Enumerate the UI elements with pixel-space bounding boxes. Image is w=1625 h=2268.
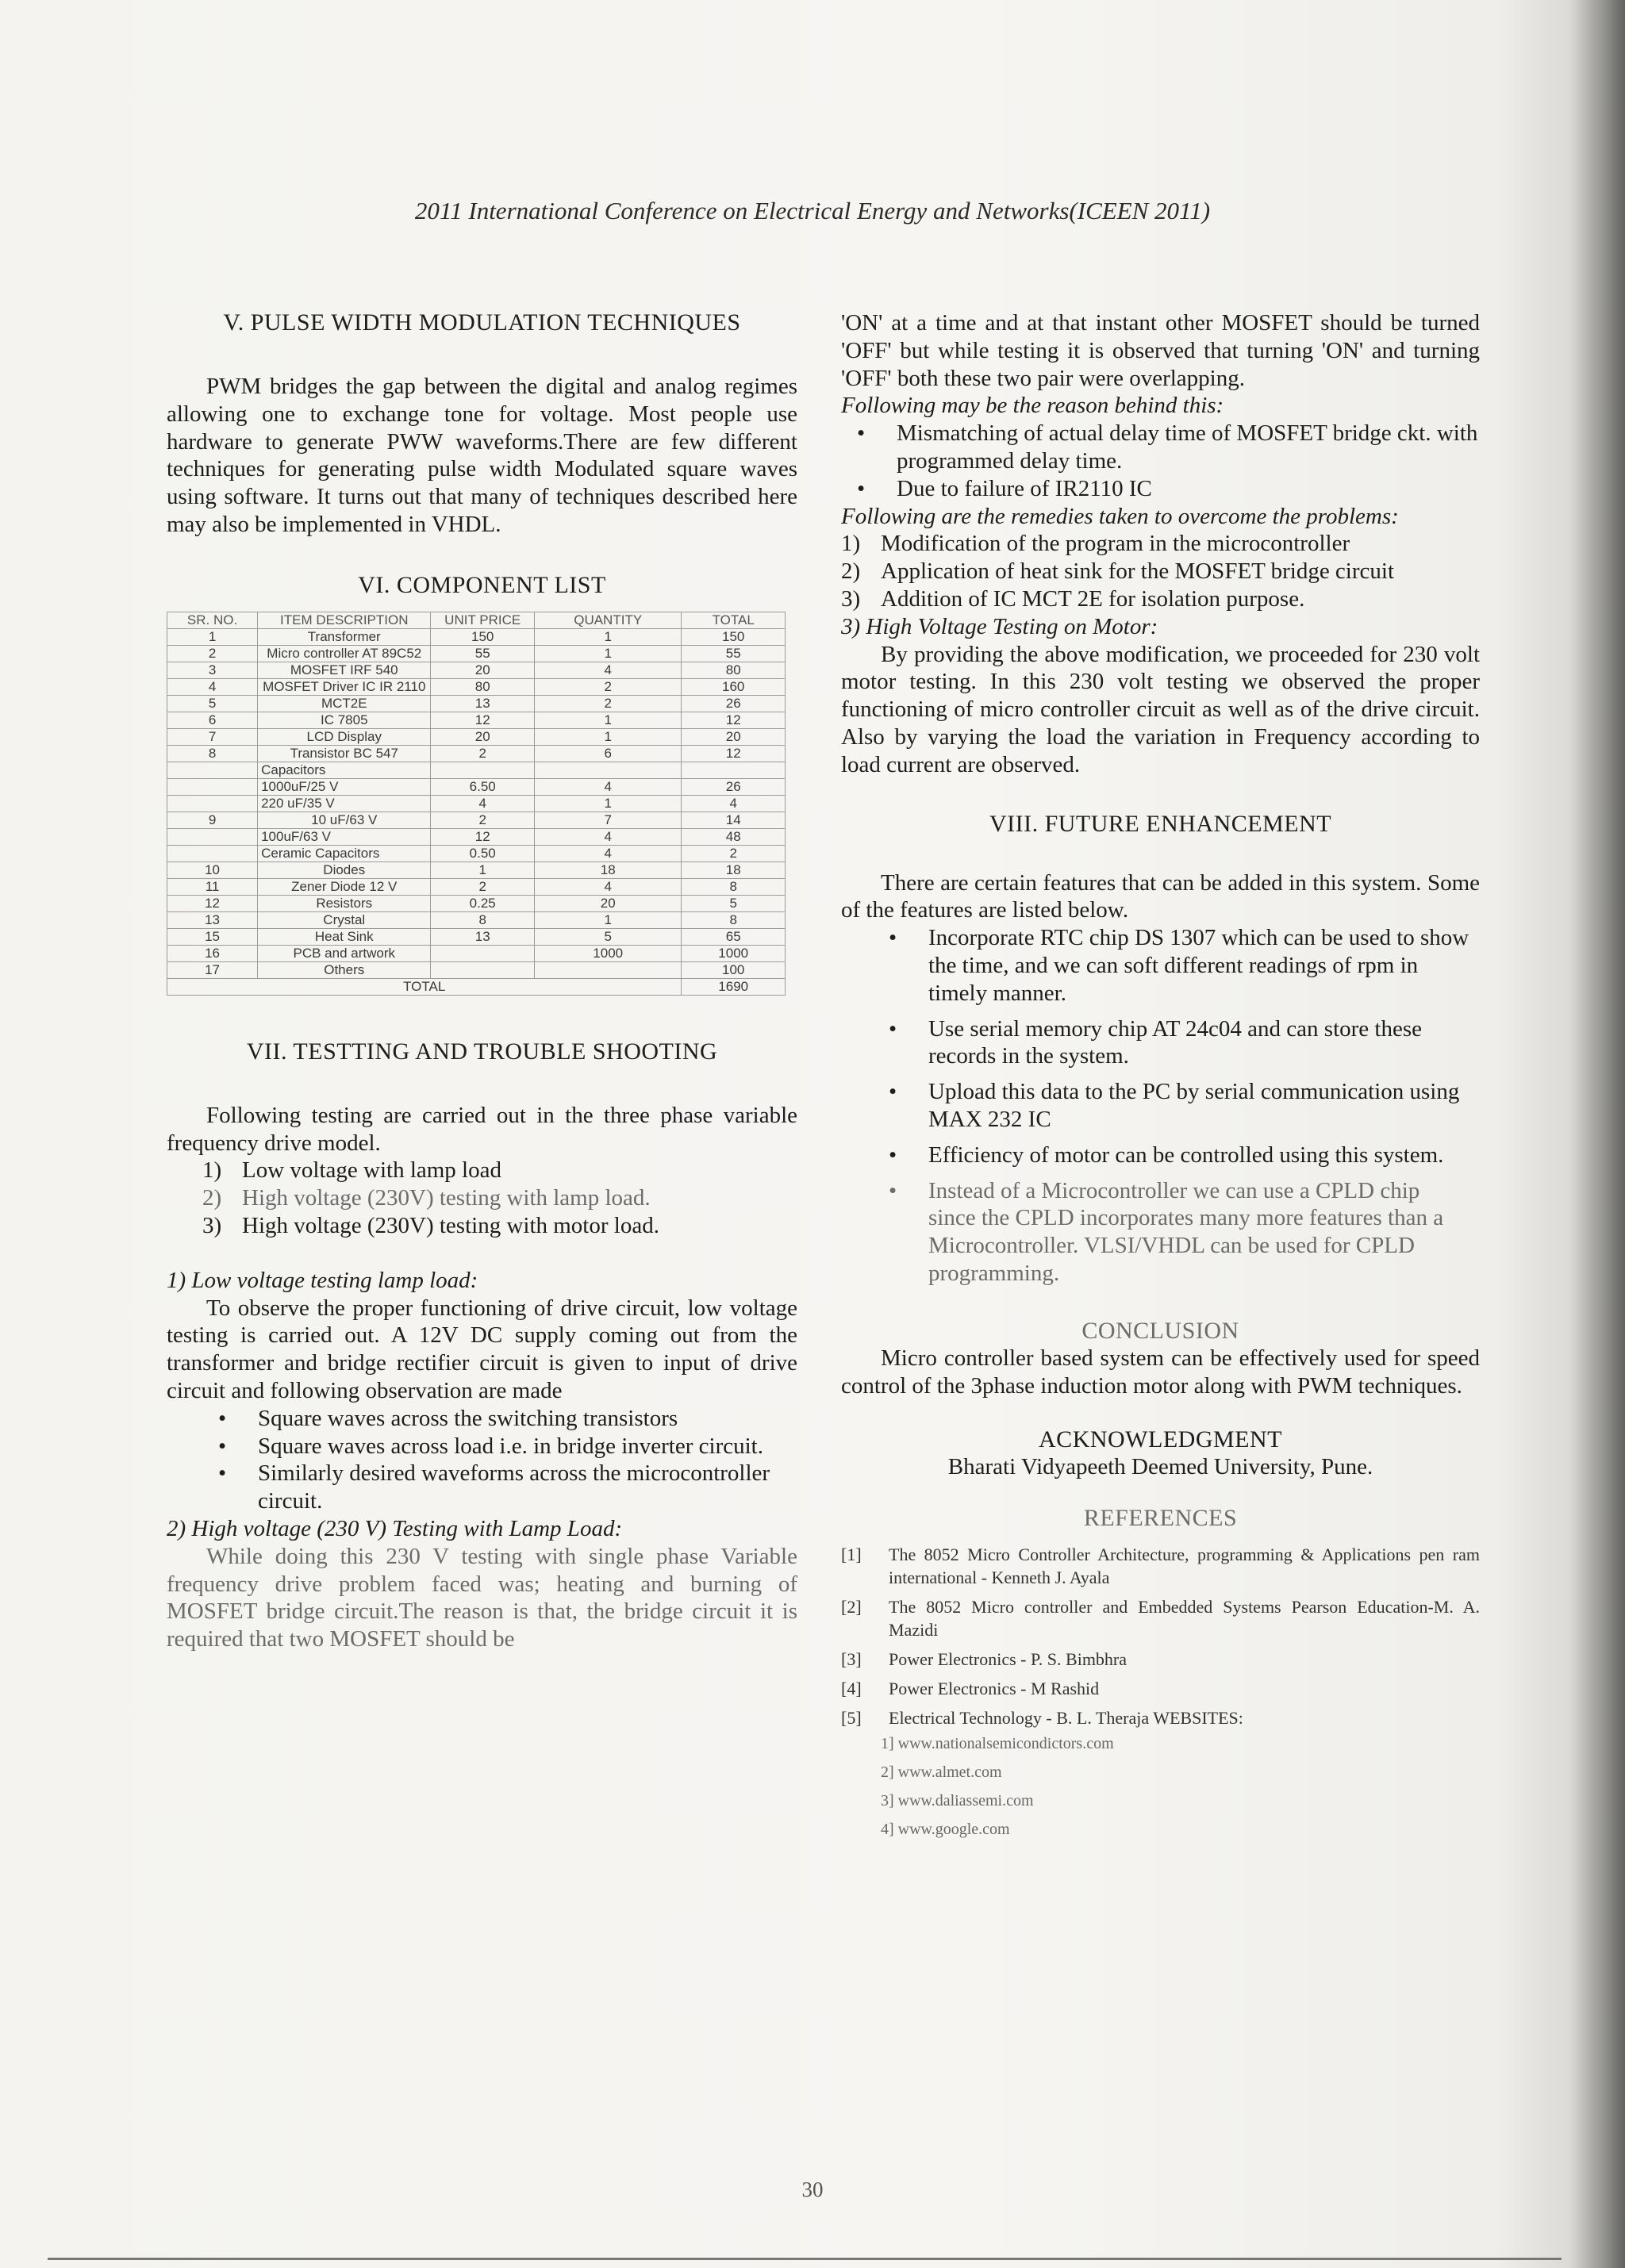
- table-cell: 8: [167, 745, 258, 762]
- table-cell: 1: [534, 628, 681, 645]
- list-text: Efficiency of motor can be controlled using this system.: [928, 1142, 1444, 1168]
- table-cell: 2: [167, 645, 258, 662]
- table-cell: Transistor BC 547: [258, 745, 431, 762]
- table-cell: 4: [431, 795, 535, 812]
- list-text: Upload this data to the PC by serial communication using MAX 232 IC: [928, 1079, 1460, 1132]
- table-row: [167, 745, 786, 762]
- left-column: [167, 309, 797, 1653]
- table-cell: 16: [167, 945, 258, 961]
- continued-paragraph: 'ON' at a time and at that instant other MOSFET should be turned 'OFF' but while testing it is observed that turning 'ON' and turning 'OFF' both these two pair were overlapping.: [841, 310, 1480, 391]
- table-cell: [534, 762, 681, 778]
- table-cell: 3: [167, 662, 258, 678]
- website-list: [841, 1729, 1480, 1844]
- table-cell: 18: [534, 862, 681, 878]
- reference-item: [841, 1595, 1480, 1641]
- table-cell: 2: [534, 678, 681, 695]
- list-text: High voltage (230V) testing with motor load.: [242, 1212, 659, 1238]
- table-cell: 26: [682, 695, 786, 712]
- table-cell: 0.50: [431, 845, 535, 862]
- table-cell: 4: [534, 778, 681, 795]
- reference-text: Power Electronics - P. S. Bimbhra: [889, 1649, 1128, 1670]
- table-cell: 13: [431, 695, 535, 712]
- table-cell: 1: [534, 795, 681, 812]
- table-cell: 20: [431, 662, 535, 678]
- col-header: TOTAL: [682, 612, 786, 628]
- table-cell: Transformer: [258, 628, 431, 645]
- table-cell: 7: [167, 728, 258, 745]
- table-row: [167, 961, 786, 978]
- section-6-title: VI. COMPONENT LIST: [358, 571, 606, 598]
- reference-item: [841, 1648, 1480, 1671]
- table-cell: LCD Display: [258, 728, 431, 745]
- reason-title: Following may be the reason behind this:: [841, 393, 1224, 419]
- reference-list: [841, 1543, 1480, 1729]
- table-cell: [167, 828, 258, 845]
- list-item: [841, 530, 1480, 558]
- acknowledgment-paragraph: Bharati Vidyapeeth Deemed University, Pune.: [947, 1454, 1373, 1480]
- table-cell: 12: [682, 745, 786, 762]
- table-cell: 7: [534, 812, 681, 828]
- table-row: [167, 928, 786, 945]
- list-item: [202, 1184, 797, 1212]
- table-row: [167, 762, 786, 778]
- table-row: [167, 812, 786, 828]
- bullet-icon: •: [857, 475, 866, 501]
- table-cell: IC 7805: [258, 712, 431, 728]
- list-number: 3): [202, 1212, 222, 1238]
- table-cell: 4: [682, 795, 786, 812]
- list-text: Modification of the program in the microcontroller: [881, 531, 1350, 557]
- section-8-paragraph: There are certain features that can be added in this system. Some of the features are listed below.: [841, 869, 1480, 923]
- table-cell: 1: [534, 645, 681, 662]
- reference-number: [2]: [841, 1597, 862, 1618]
- list-item: [841, 475, 1480, 503]
- table-cell: 1: [534, 712, 681, 728]
- table-row: [167, 828, 786, 845]
- table-row: [167, 911, 786, 928]
- list-number: 1): [841, 531, 861, 557]
- table-cell: 150: [682, 628, 786, 645]
- table-cell: 20: [431, 728, 535, 745]
- table-cell: 80: [431, 678, 535, 695]
- table-cell: [167, 778, 258, 795]
- table-row: [167, 862, 786, 878]
- table-row: [167, 778, 786, 795]
- list-text: Due to failure of IR2110 IC: [897, 475, 1152, 501]
- table-cell: 1: [534, 911, 681, 928]
- website-item: 4] www.google.com: [881, 1821, 1010, 1839]
- table-cell: 17: [167, 961, 258, 978]
- table-cell: 1000: [534, 945, 681, 961]
- bullet-icon: •: [218, 1433, 227, 1459]
- table-cell: 4: [534, 878, 681, 895]
- section-5-title: V. PULSE WIDTH MODULATION TECHNIQUES: [223, 309, 741, 336]
- table-cell: 14: [682, 812, 786, 828]
- section-8-title: VIII. FUTURE ENHANCEMENT: [989, 810, 1332, 837]
- table-cell: MCT2E: [258, 695, 431, 712]
- col-header: UNIT PRICE: [431, 612, 535, 628]
- testing-list: [202, 1157, 797, 1239]
- scan-edge-shadow: [1569, 0, 1625, 2268]
- observation-bullets: [202, 1405, 797, 1515]
- table-row: [167, 662, 786, 678]
- list-number: 2): [841, 558, 861, 585]
- table-row: [167, 628, 786, 645]
- table-cell: 1000uF/25 V: [258, 778, 431, 795]
- conclusion-title: CONCLUSION: [1081, 1317, 1239, 1344]
- remedy-list: [841, 530, 1480, 612]
- table-cell: [682, 762, 786, 778]
- conclusion-paragraph: Micro controller based system can be effectively used for speed control of the 3phase induction motor along with PWM techniques.: [841, 1345, 1480, 1399]
- section-7-title: VII. TESTTING AND TROUBLE SHOOTING: [246, 1038, 718, 1065]
- table-cell: 48: [682, 828, 786, 845]
- acknowledgment-title: ACKNOWLEDGMENT: [1039, 1426, 1282, 1453]
- table-cell: 65: [682, 928, 786, 945]
- list-text: Addition of IC MCT 2E for isolation purpose.: [881, 585, 1305, 612]
- table-cell: [167, 762, 258, 778]
- bullet-icon: •: [218, 1460, 227, 1487]
- table-cell: [431, 945, 535, 961]
- list-item: [873, 1015, 1472, 1071]
- list-text: Square waves across the switching transistors: [258, 1405, 678, 1431]
- table-cell: [534, 961, 681, 978]
- table-cell: 0.25: [431, 895, 535, 911]
- table-cell: 55: [682, 645, 786, 662]
- subsection-1-paragraph: To observe the proper functioning of drive circuit, low voltage testing is carried out. A 12V DC supply coming out from the transformer and bridge rectifier circuit is given to input of drive circuit and following observation are made: [167, 1295, 797, 1403]
- table-cell: Diodes: [258, 862, 431, 878]
- table-cell: 1: [167, 628, 258, 645]
- total-value: 1690: [682, 978, 786, 995]
- table-cell: 6: [534, 745, 681, 762]
- table-cell: 55: [431, 645, 535, 662]
- scan-bottom-line: [48, 2258, 1562, 2260]
- reference-number: [1]: [841, 1545, 862, 1565]
- table-row: [167, 678, 786, 695]
- bullet-icon: •: [889, 1079, 897, 1105]
- table-cell: Ceramic Capacitors: [258, 845, 431, 862]
- remedy-title: Following are the remedies taken to overcome the problems:: [841, 503, 1399, 529]
- table-cell: 10 uF/63 V: [258, 812, 431, 828]
- list-item: [841, 558, 1480, 585]
- table-cell: [431, 762, 535, 778]
- table-row: [167, 795, 786, 812]
- table-cell: 13: [431, 928, 535, 945]
- reference-text: Electrical Technology - B. L. Theraja WEBSITES:: [889, 1708, 1243, 1729]
- bullet-icon: •: [889, 1015, 897, 1042]
- table-cell: [167, 845, 258, 862]
- list-text: Incorporate RTC chip DS 1307 which can be used to show the time, and we can soft different readings of rpm in timely manner.: [928, 925, 1469, 1006]
- list-item: [202, 1460, 797, 1515]
- table-cell: 1000: [682, 945, 786, 961]
- list-item: [202, 1405, 797, 1433]
- table-row: [167, 712, 786, 728]
- table-cell: 8: [431, 911, 535, 928]
- table-cell: MOSFET Driver IC IR 2110: [258, 678, 431, 695]
- table-cell: 26: [682, 778, 786, 795]
- list-item: [841, 420, 1480, 475]
- list-text: Instead of a Microcontroller we can use a CPLD chip since the CPLD incorporates many more features than a Microcontroller. VLSI/VHDL can be used for CPLD programming.: [928, 1177, 1444, 1286]
- bullet-icon: •: [857, 420, 866, 447]
- list-item: [202, 1212, 797, 1240]
- table-cell: 8: [682, 878, 786, 895]
- table-cell: MOSFET IRF 540: [258, 662, 431, 678]
- list-item: [873, 1142, 1472, 1169]
- component-table: [167, 612, 786, 996]
- table-cell: 12: [167, 895, 258, 911]
- table-row: [167, 895, 786, 911]
- list-number: 1): [202, 1157, 222, 1184]
- table-cell: 20: [534, 895, 681, 911]
- col-header: QUANTITY: [534, 612, 681, 628]
- table-cell: 9: [167, 812, 258, 828]
- reference-item: [841, 1677, 1480, 1700]
- table-row: [167, 945, 786, 961]
- reference-item: [841, 1543, 1480, 1589]
- table-cell: 10: [167, 862, 258, 878]
- list-text: Similarly desired waveforms across the microcontroller circuit.: [258, 1460, 770, 1514]
- table-header-row: [167, 612, 786, 628]
- list-item: [841, 585, 1480, 613]
- section-5-paragraph: PWM bridges the gap between the digital and analog regimes allowing one to exchange tone for voltage. Most people use hardware to generate PWW waveforms.There are few different techniques for generating pulse width Modulated square waves using software. It turns out that many of techniques described here may also be implemented in VHDL.: [167, 374, 797, 537]
- website-item: 2] www.almet.com: [881, 1763, 1002, 1782]
- table-cell: Crystal: [258, 911, 431, 928]
- table-row: [167, 695, 786, 712]
- website-item: 1] www.nationalsemicondictors.com: [881, 1735, 1114, 1753]
- table-cell: 6.50: [431, 778, 535, 795]
- col-header: ITEM DESCRIPTION: [258, 612, 431, 628]
- table-cell: [167, 795, 258, 812]
- table-cell: 4: [534, 828, 681, 845]
- list-text: Application of heat sink for the MOSFET bridge circuit: [881, 558, 1395, 585]
- table-cell: 100: [682, 961, 786, 978]
- enhancement-bullets: [873, 924, 1472, 1288]
- table-row: [167, 845, 786, 862]
- table-cell: PCB and artwork: [258, 945, 431, 961]
- list-text: High voltage (230V) testing with lamp load.: [242, 1185, 651, 1211]
- table-cell: 15: [167, 928, 258, 945]
- table-cell: Capacitors: [258, 762, 431, 778]
- subsection-3-paragraph: By providing the above modification, we proceeded for 230 volt motor testing. In this 230 volt testing we observed the proper functioning of micro controller circuit as well as of the drive circuit. Also by varying the load the variation in Frequency according to load current are observed.: [841, 641, 1480, 777]
- list-text: Mismatching of actual delay time of MOSFET bridge ckt. with programmed delay time.: [897, 420, 1478, 474]
- list-item: [873, 924, 1472, 1007]
- bullet-icon: •: [889, 925, 897, 951]
- page-number: 30: [801, 2178, 824, 2201]
- website-item: 3] www.daliassemi.com: [881, 1792, 1034, 1810]
- table-cell: 1: [534, 728, 681, 745]
- table-cell: 6: [167, 712, 258, 728]
- table-row: [167, 878, 786, 895]
- table-cell: 5: [167, 695, 258, 712]
- table-cell: 4: [534, 845, 681, 862]
- list-item: [873, 1177, 1472, 1288]
- list-text: Square waves across load i.e. in bridge inverter circuit.: [258, 1433, 763, 1459]
- table-cell: 18: [682, 862, 786, 878]
- total-label: TOTAL: [167, 978, 682, 995]
- reference-number: [3]: [841, 1649, 862, 1670]
- table-row: [167, 728, 786, 745]
- right-column: [841, 309, 1480, 1844]
- section-7-intro: Following testing are carried out in the three phase variable frequency drive model.: [167, 1102, 797, 1156]
- bullet-icon: •: [218, 1405, 227, 1431]
- table-cell: 1: [431, 862, 535, 878]
- table-cell: 8: [682, 911, 786, 928]
- table-cell: Others: [258, 961, 431, 978]
- reference-number: [4]: [841, 1679, 862, 1699]
- table-cell: 4: [167, 678, 258, 695]
- list-item: [202, 1157, 797, 1184]
- subsection-3-title: 3) High Voltage Testing on Motor:: [841, 613, 1158, 639]
- table-cell: 12: [431, 828, 535, 845]
- list-text: Use serial memory chip AT 24c04 and can store these records in the system.: [928, 1015, 1422, 1069]
- subsection-1-title: 1) Low voltage testing lamp load:: [167, 1267, 478, 1293]
- reference-text: The 8052 Micro controller and Embedded Systems Pearson Education-M. A. Mazidi: [889, 1597, 1480, 1641]
- table-cell: 20: [682, 728, 786, 745]
- table-cell: Resistors: [258, 895, 431, 911]
- table-cell: 150: [431, 628, 535, 645]
- references-title: REFERENCES: [1083, 1505, 1238, 1532]
- bullet-icon: •: [889, 1142, 897, 1168]
- table-cell: 4: [534, 662, 681, 678]
- table-cell: 5: [682, 895, 786, 911]
- reference-number: [5]: [841, 1708, 862, 1729]
- reason-bullets: [841, 420, 1480, 502]
- list-number: 2): [202, 1185, 222, 1211]
- table-cell: 2: [682, 845, 786, 862]
- table-cell: 2: [431, 745, 535, 762]
- list-item: [873, 1078, 1472, 1134]
- table-cell: Heat Sink: [258, 928, 431, 945]
- table-cell: 2: [431, 878, 535, 895]
- reference-text: Power Electronics - M Rashid: [889, 1679, 1100, 1699]
- component-table-body: [167, 628, 786, 978]
- col-header: SR. NO.: [167, 612, 258, 628]
- running-header: 2011 International Conference on Electrical Energy and Networks(ICEEN 2011): [414, 197, 1211, 224]
- table-cell: 12: [682, 712, 786, 728]
- table-row: [167, 645, 786, 662]
- reference-item: [841, 1706, 1480, 1729]
- table-cell: 80: [682, 662, 786, 678]
- table-cell: 11: [167, 878, 258, 895]
- subsection-2-paragraph: While doing this 230 V testing with single phase Variable frequency drive problem faced was; heating and burning of MOSFET bridge circuit.The reason is that, the bridge circuit it is required that two MOSFET should be: [167, 1543, 797, 1652]
- table-cell: 160: [682, 678, 786, 695]
- table-cell: [431, 961, 535, 978]
- bullet-icon: •: [889, 1177, 897, 1203]
- table-cell: 13: [167, 911, 258, 928]
- subsection-2-title: 2) High voltage (230 V) Testing with Lamp Load:: [167, 1515, 623, 1541]
- table-cell: 2: [431, 812, 535, 828]
- list-number: 3): [841, 585, 861, 612]
- table-cell: 5: [534, 928, 681, 945]
- list-text: Low voltage with lamp load: [242, 1157, 501, 1184]
- table-cell: 2: [534, 695, 681, 712]
- table-cell: 100uF/63 V: [258, 828, 431, 845]
- table-total-row: [167, 978, 786, 995]
- table-cell: Zener Diode 12 V: [258, 878, 431, 895]
- reference-text: The 8052 Micro Controller Architecture, programming & Applications pen ram international - Kenneth J. Ayala: [889, 1545, 1480, 1588]
- table-cell: Micro controller AT 89C52: [258, 645, 431, 662]
- table-cell: 12: [431, 712, 535, 728]
- table-cell: 220 uF/35 V: [258, 795, 431, 812]
- list-item: [202, 1433, 797, 1460]
